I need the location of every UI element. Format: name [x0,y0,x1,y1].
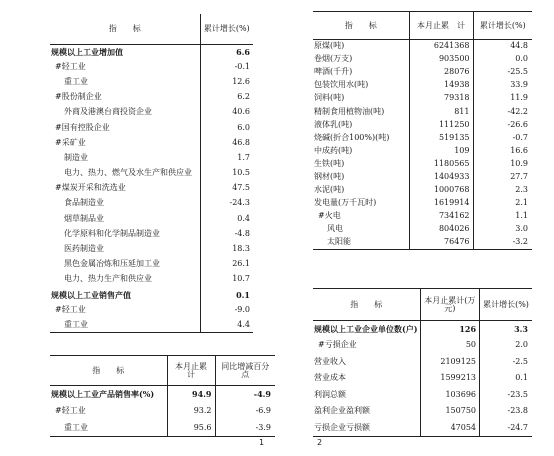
row-label: 生铁(吨) [314,158,345,168]
cumulative-value: 2109125 [420,354,479,371]
table-row [50,257,253,272]
indicator-header: 指 标 [50,356,167,386]
row-label: 卷烟(万支) [314,54,353,64]
table-row [313,105,532,118]
table-row [50,241,253,256]
table-row [313,236,532,249]
growth-value: 4.4 [200,317,253,332]
table-row [313,40,532,53]
table-row [313,66,532,79]
table-row [50,211,253,226]
growth-value: 44.8 [473,40,532,53]
row-label: 盈利企业盈利额 [314,406,370,416]
cumulative-value: 126 [420,321,479,338]
growth-value: 18.3 [200,241,253,256]
cumulative-value: 6241368 [409,40,473,53]
table-row [313,184,532,197]
table-row [313,79,532,92]
cumulative-value: 28076 [409,66,473,79]
table-row [313,223,532,236]
growth-value: 2.0 [480,337,532,354]
growth-value: 6.2 [200,90,253,105]
table-row [50,317,253,332]
growth-header: 累计增长(%) [473,12,532,40]
growth-value: 12.6 [200,74,253,89]
row-label: 利润总额 [314,389,346,399]
table-row [50,120,253,135]
growth-value: -24.3 [200,196,253,211]
growth-value: 11.9 [473,92,532,105]
growth-value: 2.3 [473,184,532,197]
row-label: 规模以上工业产品销售率(%) [51,389,155,400]
growth-value: 33.9 [473,79,532,92]
growth-value: 1.1 [473,210,532,223]
growth-value: -23.5 [480,387,532,404]
cumulative-header: 本月止累 计 [409,12,473,40]
growth-value: 3.3 [480,321,532,338]
table-row [313,118,532,131]
table-row [50,196,253,211]
table-row [50,150,253,165]
row-label: 规模以上工业企业单位数(户) [314,324,418,334]
table-row [50,135,253,150]
row-label: #轻工业 [55,61,86,71]
growth-value: 0.0 [473,53,532,66]
row-label: #轻工业 [55,304,86,314]
cumulative-value: 50 [420,337,479,354]
table-row [313,420,532,437]
growth-value: 2.1 [473,197,532,210]
growth-value: -9.0 [200,302,253,317]
row-label: #煤炭开采和洗选业 [55,183,126,193]
cumulative-value: 95.6 [167,420,215,437]
row-label: 太阳能 [327,237,351,247]
table-row [313,157,532,170]
pct-point-change: -6.9 [215,403,275,420]
cumulative-value: 1000768 [409,184,473,197]
row-label: #采矿业 [55,137,86,147]
table-row [313,403,532,420]
table-row [50,403,275,420]
row-label: 风电 [327,224,343,234]
row-label: 食品制造业 [64,198,104,208]
product-output-table [313,11,532,250]
table-row [50,74,253,89]
row-label: 医药制造业 [64,244,104,254]
pct-point-change: -3.9 [215,420,275,437]
cumulative-value: 903500 [409,53,473,66]
growth-value: -25.5 [473,66,532,79]
growth-value: 40.6 [200,105,253,120]
growth-value: 27.7 [473,170,532,183]
row-label: 啤酒(千升) [314,67,353,77]
table-row [313,92,532,105]
table-row [313,321,532,338]
growth-value: 0.1 [480,370,532,387]
row-label: #火电 [318,211,341,221]
row-label: 钢材(吨) [314,171,345,181]
row-label: 电力、热力、燃气及水生产和供应业 [64,168,192,178]
growth-value: -3.2 [473,236,532,249]
row-label: 包装饮用水(吨) [314,80,369,90]
cumulative-value: 47054 [420,420,479,437]
cumulative-value: 519135 [409,131,473,144]
row-label: 水泥(吨) [314,185,345,195]
growth-value: 0.4 [200,211,253,226]
growth-value: -23.8 [480,403,532,420]
table-row [313,354,532,371]
cumulative-value: 1180565 [409,157,473,170]
growth-value: 10.5 [200,166,253,181]
growth-value: -24.7 [480,420,532,437]
row-label: 亏损企业亏损额 [314,422,370,432]
table-row [50,59,253,74]
growth-value: 16.6 [473,144,532,157]
cumulative-value: 734162 [409,210,473,223]
cumulative-value: 111250 [409,118,473,131]
cumulative-value: 14938 [409,79,473,92]
table-row [313,53,532,66]
table-row [50,166,253,181]
table-row [50,105,253,120]
growth-value: 26.1 [200,257,253,272]
growth-value: 0.1 [200,287,253,302]
row-label: 电力、热力生产和供应业 [64,274,152,284]
row-label: 原煤(吨) [314,41,345,51]
indicator-header: 指 标 [313,12,409,40]
row-label: 中成药(吨) [314,145,353,155]
growth-value: 46.8 [200,135,253,150]
row-label: 烧碱(折合100%)(吨) [314,132,390,142]
cumulative-value: 150750 [420,403,479,420]
table-row [50,302,253,317]
page-number-left: 1 [259,438,265,447]
row-label: 重工业 [64,319,88,329]
row-label: #国有控股企业 [55,122,110,132]
row-label: 发电量(万千瓦时) [314,198,377,208]
indicator-header: 指 标 [313,289,420,321]
table-row [50,386,275,403]
indicator-header: 指 标 [50,14,200,44]
growth-value: 10.7 [200,272,253,287]
row-label: 营业收入 [314,356,346,366]
growth-value: -2.5 [480,354,532,371]
table-row [50,420,275,437]
growth-value: -42.2 [473,105,532,118]
growth-value: -0.1 [200,59,253,74]
row-label: 黑色金属冶炼和压延加工业 [64,259,160,269]
row-label: #股份制企业 [55,92,102,102]
row-label: 烟草制品业 [64,213,104,223]
page-number-right: 2 [317,438,323,447]
cumulative-value: 94.9 [167,386,215,403]
growth-value: -4.8 [200,226,253,241]
row-label: 重工业 [64,422,88,432]
growth-value: 6.6 [200,44,253,59]
growth-value: 10.9 [473,157,532,170]
industrial-value-added-table [50,14,253,333]
row-label: 制造业 [64,152,88,162]
cumulative-value: 103696 [420,387,479,404]
table-row [50,226,253,241]
growth-value: -0.7 [473,131,532,144]
growth-header: 累计增长(%) [480,289,532,321]
growth-value: -26.6 [473,118,532,131]
row-label: 精制食用植物油(吨) [314,106,385,116]
row-label: #亏损企业 [318,340,357,350]
table-row [313,170,532,183]
row-label: 外商及港澳台商投资企业 [64,107,152,117]
pct-point-change: -4.9 [215,386,275,403]
cumulative-value: 76476 [409,236,473,249]
table-row [313,387,532,404]
cumulative-header: 本月止累计(万元) [420,289,479,321]
growth-value: 3.0 [473,223,532,236]
table-row [50,272,253,287]
row-label: 规模以上工业增加值 [51,46,123,57]
table-row [313,197,532,210]
cumulative-value: 1404933 [409,170,473,183]
cumulative-value: 804026 [409,223,473,236]
cumulative-value: 93.2 [167,403,215,420]
table-row [313,337,532,354]
pct-point-change-header: 同比增减百分点 [215,356,275,386]
sales-rate-table [50,355,275,437]
table-row [313,131,532,144]
cumulative-value: 79318 [409,92,473,105]
row-label: 化学原料和化学制品制造业 [64,228,160,238]
cumulative-value: 811 [409,105,473,118]
growth-value: 6.0 [200,120,253,135]
growth-value: 1.7 [200,150,253,165]
cumulative-header: 本月止累 计 [167,356,215,386]
table-row [313,210,532,223]
cumulative-value: 109 [409,144,473,157]
row-label: #轻工业 [55,406,86,415]
row-label: 营业成本 [314,373,346,383]
growth-value: 47.5 [200,181,253,196]
table-row [50,287,253,302]
cumulative-value: 1599213 [420,370,479,387]
enterprise-finance-table [313,288,532,437]
growth-header: 累计增长(%) [200,14,253,44]
table-row [313,370,532,387]
row-label: 液体乳(吨) [314,119,353,129]
row-label: 重工业 [64,76,88,86]
cumulative-value: 1619914 [409,197,473,210]
row-label: 饲料(吨) [314,93,345,103]
table-row [313,144,532,157]
row-label: 规模以上工业销售产值 [51,289,131,300]
table-row [50,90,253,105]
table-row [50,181,253,196]
table-row [50,44,253,59]
